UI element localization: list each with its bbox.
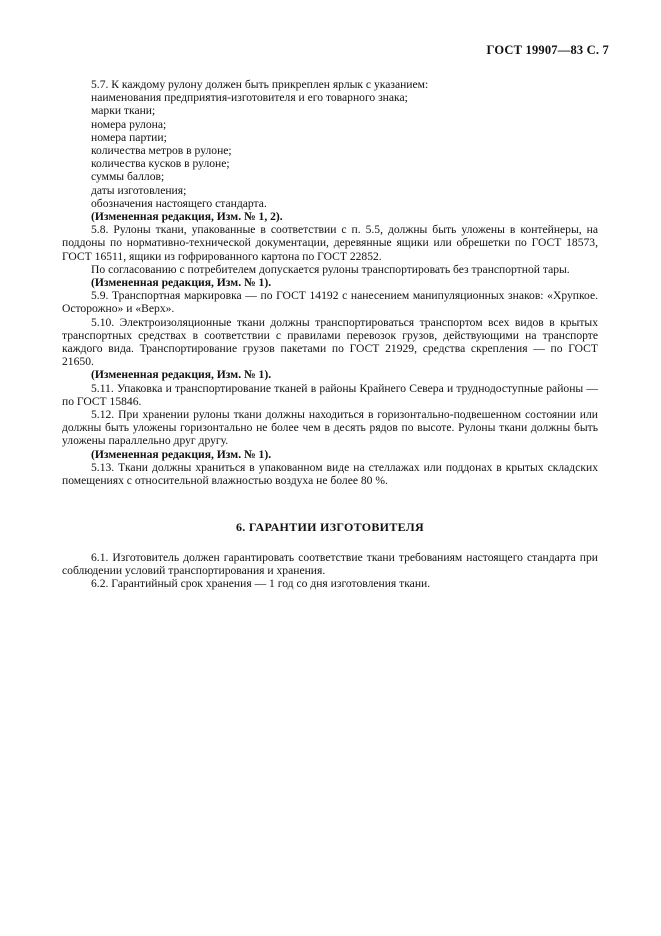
list-item: количества метров в рулоне; — [91, 144, 232, 158]
page-header: ГОСТ 19907—83 С. 7 — [486, 43, 609, 57]
document-body — [62, 78, 598, 590]
revision-note: (Измененная редакция, Изм. № 1). — [91, 368, 272, 382]
list-item: марки ткани; — [91, 104, 156, 118]
clause-5-12: 5.12. При хранении рулоны ткани должны находиться в горизонтально-подвешенном состоянии или должны быть уложены горизонтально не более чем в десять рядов по высоте. Рулоны ткани должны быть уложены параллельно друг другу. — [62, 408, 598, 448]
label-contents-list — [62, 91, 598, 210]
list-item: номера рулона; — [91, 117, 167, 131]
list-item: наименования предприятия-изготовителя и его товарного знака; — [91, 91, 408, 105]
clause-5-11: 5.11. Упаковка и транспортирование тканей в районы Крайнего Севера и труднодоступные районы — по ГОСТ 15846. — [62, 381, 598, 408]
list-item: суммы баллов; — [91, 170, 165, 184]
clause-5-9: 5.9. Транспортная маркировка — по ГОСТ 14192 с нанесением манипуляционных знаков: «Хрупкое. Осторожно» и «Верх». — [62, 289, 598, 316]
clause-6-1: 6.1. Изготовитель должен гарантировать соответствие ткани требованиям настоящего стандарта при соблюдении условий транспортирования и хранения. — [62, 550, 598, 577]
clause-5-10: 5.10. Электроизоляционные ткани должны транспортироваться транспортом всех видов в крытых транспортных средствах в соответствии с правилами перевозок грузов, действующими на транспорте каждого вида. Транспортирование грузов пакетами по ГОСТ 21929, средства скрепления — по ГОСТ 21650. — [62, 315, 598, 369]
list-item: обозначения настоящего стандарта. — [91, 196, 267, 210]
revision-note: (Измененная редакция, Изм. № 1). — [91, 447, 272, 461]
clause-5-8: 5.8. Рулоны ткани, упакованные в соответствии с п. 5.5, должны быть уложены в контейнеры, на поддоны по нормативно-технической документации, деревянные ящики или обрешетки по ГОСТ 18573, ГОСТ 16511, ящики из гофрированного картона по ГОСТ 22852. — [62, 223, 598, 263]
list-item: даты изготовления; — [91, 183, 187, 197]
revision-note: (Измененная редакция, Изм. № 1, 2). — [91, 210, 283, 224]
list-item: количества кусков в рулоне; — [91, 157, 230, 171]
section-6-title: 6. ГАРАНТИИ ИЗГОТОВИТЕЛЯ — [236, 520, 424, 535]
clause-6-2: 6.2. Гарантийный срок хранения — 1 год со дня изготовления ткани. — [91, 576, 431, 590]
revision-note: (Измененная редакция, Изм. № 1). — [91, 276, 272, 290]
list-item: номера партии; — [91, 130, 167, 144]
clause-5-8-note: По согласованию с потребителем допускается рулоны транспортировать без транспортной тары. — [91, 262, 570, 276]
clause-5-13: 5.13. Ткани должны храниться в упакованном виде на стеллажах или поддонах в крытых складских помещениях с относительной влажностью воздуха не более 80 %. — [62, 460, 598, 488]
clause-5-7: 5.7. К каждому рулону должен быть прикреплен ярлык с указанием: — [91, 78, 429, 91]
